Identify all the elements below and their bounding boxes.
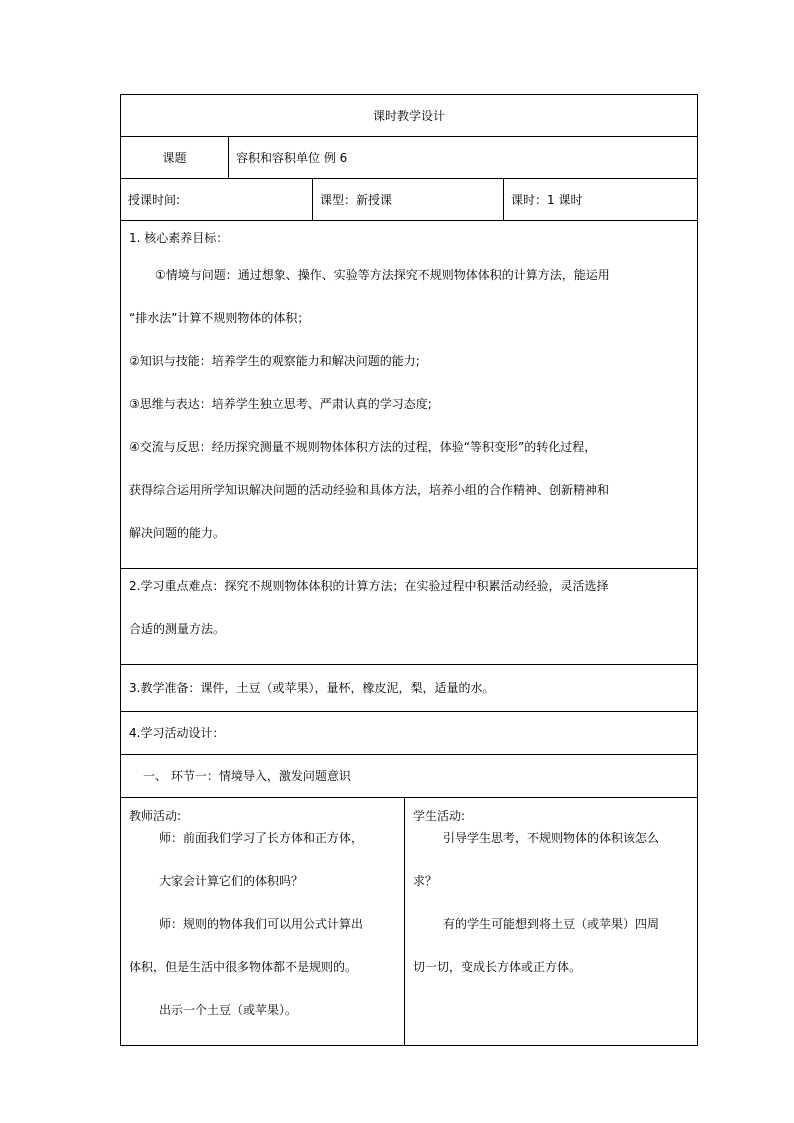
goal-line: ②知识与技能：培养学生的观察能力和解决问题的能力; bbox=[129, 354, 420, 368]
lesson-plan-table bbox=[120, 94, 698, 1046]
keypoint-line: 2.学习重点难点：探究不规则物体体积的计算方法；在实验过程中积累活动经验，灵活选择 bbox=[129, 579, 609, 593]
student-activity-heading: 学生活动: bbox=[413, 809, 466, 823]
goal-line: ③思维与表达：培养学生独立思考、严肃认真的学习态度; bbox=[129, 397, 432, 411]
goal-line: “排水法”计算不规则物体的体积； bbox=[129, 311, 310, 325]
teacher-activity-line: 大家会计算它们的体积吗？ bbox=[159, 874, 304, 888]
teacher-activity-heading: 教师活动: bbox=[129, 809, 182, 823]
lesson-type-label: 课型：新授课 bbox=[313, 179, 504, 221]
teacher-activity-line: 出示一个土豆（或苹果）。 bbox=[159, 1003, 298, 1017]
teacher-activity-cell bbox=[121, 798, 405, 1046]
teaching-preparation: 3.教学准备：课件，土豆（或苹果），量杯，橡皮泥，梨，适量的水。 bbox=[121, 665, 698, 712]
goal-line: 获得综合运用所学知识解决问题的活动经验和具体方法，培养小组的合作精神、创新精神和 bbox=[129, 483, 610, 497]
segment-one-title-text: 一、 环节一：情境导入，激发问题意识 bbox=[143, 769, 351, 783]
student-activity-line: 引导学生思考，不规则物体的体积该怎么 bbox=[443, 831, 660, 845]
keypoint-line: 合适的测量方法。 bbox=[129, 622, 226, 636]
core-goals-heading: 1. 核心素养目标： bbox=[129, 231, 229, 245]
topic-value: 容积和容积单位 例 6 bbox=[229, 137, 698, 179]
student-activity-line: 求？ bbox=[413, 874, 438, 888]
topic-label: 课题 bbox=[121, 137, 229, 179]
key-difficult-points bbox=[121, 569, 698, 665]
goal-line: ①情境与问题：通过想象、操作、实验等方法探究不规则物体体积的计算方法，能运用 bbox=[155, 268, 610, 282]
goal-line: 解决问题的能力。 bbox=[129, 526, 226, 540]
class-time-label: 授课时间: bbox=[121, 179, 313, 221]
segment-one-title bbox=[121, 755, 698, 798]
student-activity-cell bbox=[405, 798, 698, 1046]
goal-line: ④交流与反思：经历探究测量不规则物体体积方法的过程，体验“等积变形”的转化过程， bbox=[129, 440, 597, 454]
core-goals-section bbox=[121, 221, 698, 569]
teacher-activity-line: 体积，但是生活中很多物体都不是规则的。 bbox=[129, 960, 358, 974]
lesson-hours-label: 课时：1 课时 bbox=[504, 179, 698, 221]
student-activity-line: 有的学生可能想到将土豆（或苹果）四周 bbox=[443, 917, 660, 931]
document-title: 课时教学设计 bbox=[121, 95, 698, 137]
teacher-activity-line: 师：规则的物体我们可以用公式计算出 bbox=[159, 917, 364, 931]
student-activity-line: 切一切，变成长方体或正方体。 bbox=[413, 960, 582, 974]
teacher-activity-line: 师：前面我们学习了长方体和正方体， bbox=[159, 831, 364, 845]
activity-design-heading: 4.学习活动设计： bbox=[121, 712, 698, 755]
